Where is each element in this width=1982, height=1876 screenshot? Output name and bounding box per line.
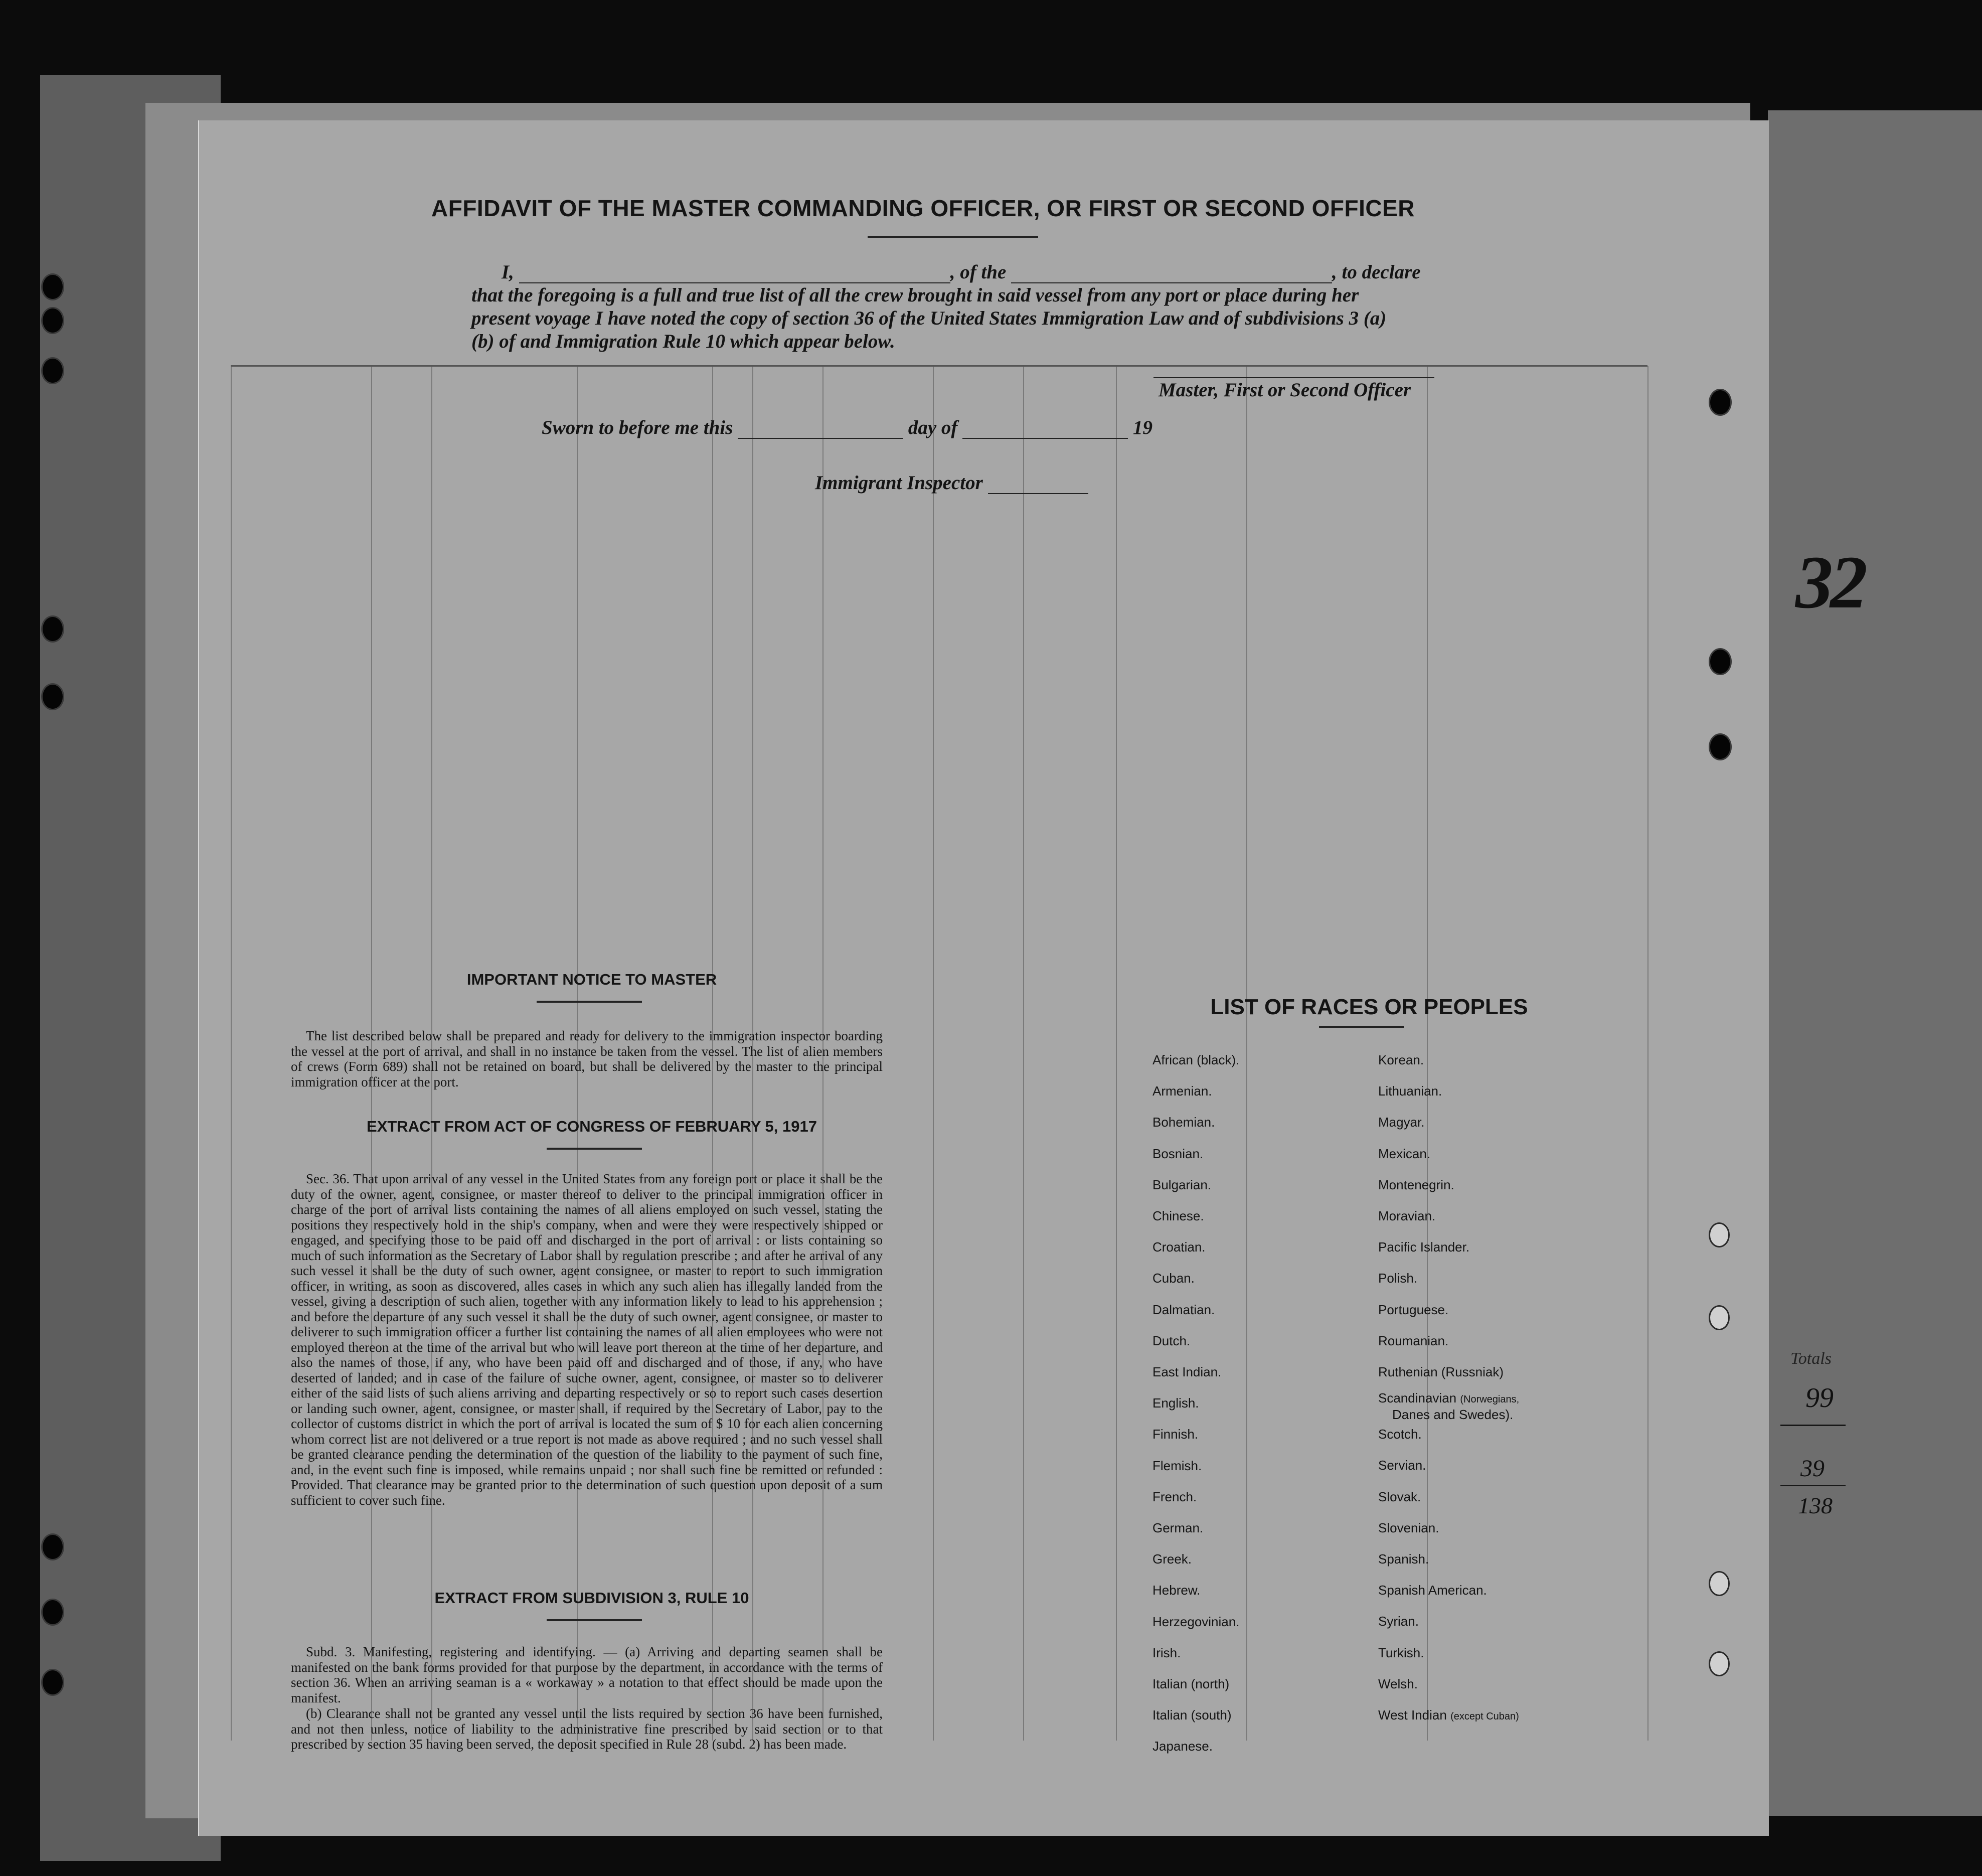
race-item: Cuban. [1152, 1271, 1195, 1286]
race-item: French. [1152, 1489, 1197, 1504]
handwritten-total-1: 99 [1805, 1382, 1834, 1414]
binding-hole [43, 308, 63, 333]
tally-rule [1780, 1425, 1846, 1426]
act-underline [547, 1148, 642, 1150]
vessel-blank[interactable] [1011, 282, 1332, 283]
race-item: Greek. [1152, 1551, 1192, 1567]
race-item: Spanish American. [1378, 1583, 1487, 1598]
race-item: Welsh. [1378, 1676, 1418, 1691]
month-blank[interactable] [962, 438, 1128, 439]
race-item: Dutch. [1152, 1333, 1191, 1348]
affidavit-of-the: , of the [950, 261, 1007, 283]
race-item: English. [1152, 1395, 1199, 1411]
binding-hole [1710, 1224, 1728, 1246]
race-item: Syrian. [1378, 1614, 1419, 1629]
rule-underline [547, 1619, 642, 1621]
binding-hole [1710, 1573, 1728, 1595]
race-item: Armenian. [1152, 1083, 1212, 1099]
sworn-text: Sworn to before me this [542, 417, 733, 438]
rule-heading: EXTRACT FROM SUBDIVISION 3, RULE 10 [434, 1589, 749, 1607]
table-rule [933, 366, 934, 1741]
race-item: Italian (north) [1152, 1676, 1230, 1692]
affidavit-line-3: present voyage I have noted the copy of section 36 of the United States Immigration Law and of subdivisions 3 (a) [471, 307, 1387, 329]
race-item: Italian (south) [1152, 1707, 1232, 1723]
race-item: Flemish. [1152, 1458, 1202, 1473]
affidavit-line-2: that the foregoing is a full and true list of all the crew brought in said vessel from any port or place during her [471, 284, 1359, 306]
inspector-signature-blank[interactable] [988, 493, 1088, 494]
table-top-rule [231, 365, 1647, 367]
binding-hole [43, 1670, 63, 1694]
act-text: Sec. 36. That upon arrival of any vessel in the United States from any foreign port or place it shall be the duty of the owner, agent, consignee, or master thereof to deliver to the principal immigration officer in charge of the port of arrival lists containing the names of all aliens employed on such vessel, stating the positions they respectively hold in the ship's company, when and were they were respectively shipped or engaged, and specifying those to be paid off and discharged in the port of arrival : or lists containing so much of such information as the Secretary of Labor shall by regulation prescribe ; and after he arrival of any such vessel it shall be the duty of such owner, agent consignee, or master to report to such immigration officer, in writing, as soon as discovered, alles cases in which any such alien has illegally landed from the vessel, giving a description of such alien, together with any information likely to lead to his apprehension ; and before the departure of any such vessel it shall be the duty of such owner, agent consignee, or master to deliverer to such immigration officer a further list containing the names of all alien employees who were not employed thereon at the time of the arrival but who will leave port thereon at the time of her departure, and also the names of those, if any, who have been paid off and discharged and of those, if any, who have deserted of landed; and in case of the failure of suche owner, agent, consignee, or master so to deliverer either of the said lists of such aliens arriving and departing respectively or so to report such cases desertion or landing such owner, agent, consignee, or master shall, if required by the Secretary of Labor, pay to the collector of customs district in which the port of arrival is located the sum of $ 10 for each alien concerning whom correct list are not delivered or a true report is not made as above required ; and no such vessel shall be granted clearance pending the determination of the question of the liability to the payment of such fine, and, in the event such fine is imposed, while remains unpaid ; nor shall such fine be remitted or refunded : Provided. That clearance may be granted prior to the determination of such question upon deposit of a sum sufficient to cover such fine. [291, 1171, 883, 1508]
binding-hole [1710, 735, 1730, 759]
notice-heading: IMPORTANT NOTICE TO MASTER [466, 971, 717, 988]
binding-hole [43, 275, 63, 299]
sworn-line [542, 416, 1152, 439]
handwritten-page-number: 32 [1795, 541, 1865, 624]
affidavit-to-declare: , to declare [1332, 261, 1421, 283]
rule-subd-a: Subd. 3. Manifesting, registering and identifying. — (a) Arriving and departing seamen shall be manifested on the bank forms provided for that purpose by the department, in accordance with the terms of section 36. When an arriving seaman is a « workaway » a notation to that effect should be made upon the manifest. [291, 1644, 883, 1705]
races-underline [1319, 1026, 1404, 1028]
race-item: German. [1152, 1520, 1204, 1536]
race-item: Scotch. [1378, 1427, 1422, 1442]
inspector-label: Immigrant Inspector [815, 472, 983, 494]
race-item: Lithuanian. [1378, 1083, 1442, 1099]
race-item: Bohemian. [1152, 1115, 1215, 1130]
sworn-day-blank[interactable] [738, 438, 903, 439]
race-item: Turkish. [1378, 1645, 1424, 1660]
binding-hole [43, 359, 63, 383]
affidavit-line-1 [502, 261, 1505, 283]
races-right-column [1378, 1044, 1519, 1732]
notice-underline [537, 1001, 642, 1003]
binding-hole [43, 685, 63, 709]
race-item: Bulgarian. [1152, 1177, 1212, 1192]
race-item: Slovak. [1378, 1489, 1421, 1504]
binding-hole [1710, 1307, 1728, 1329]
race-item: East Indian. [1152, 1364, 1222, 1380]
race-item: Japanese. [1152, 1739, 1213, 1754]
binding-hole [43, 617, 63, 641]
race-item-west-indian [1378, 1699, 1519, 1732]
race-item: Servian. [1378, 1458, 1426, 1473]
title-underline [868, 236, 1038, 238]
adjacent-page-right [1768, 110, 1982, 1816]
binding-hole [43, 1535, 63, 1559]
race-item: Korean. [1378, 1052, 1424, 1067]
race-item: Dalmatian. [1152, 1302, 1215, 1317]
race-item: Portuguese. [1378, 1302, 1449, 1317]
tally-rule [1780, 1485, 1846, 1486]
day-of-text: day of [908, 417, 958, 438]
race-item: Polish. [1378, 1271, 1418, 1286]
race-item: Chinese. [1152, 1208, 1204, 1224]
binding-hole [1710, 390, 1730, 414]
notice-text: The list described below shall be prepared and ready for delivery to the immigration inspector boarding the vessel at the port of arrival, and shall in no instance be taken from the vessel. The list of alien members of crews (Form 689) shall not be retained on board, but shall be delivered by the master to the principal immigration officer at the port. [291, 1028, 883, 1089]
race-item: African (black). [1152, 1052, 1240, 1067]
race-item: Pacific Islander. [1378, 1239, 1470, 1255]
table-rule [231, 366, 232, 1741]
race-item: Montenegrin. [1378, 1177, 1454, 1192]
race-item: Roumanian. [1378, 1333, 1449, 1348]
race-item: Hebrew. [1152, 1583, 1201, 1598]
race-item: Magyar. [1378, 1115, 1425, 1130]
binding-hole [43, 1600, 63, 1624]
races-heading: LIST OF RACES OR PEOPLES [1210, 995, 1528, 1019]
race-item: Finnish. [1152, 1427, 1199, 1442]
affidavit-line-4: (b) of and Immigration Rule 10 which appear below. [471, 331, 895, 352]
inspector-line [815, 472, 1088, 494]
table-rule [1246, 366, 1247, 1741]
race-note: (Norwegians, [1460, 1394, 1520, 1405]
rule-subd-b: (b) Clearance shall not be granted any vessel until the lists required by section 36 have been furnished, and not then unless, notice of liability to the administrative fine prescribed by said section or to that prescribed by section 35 having been served, the deposit specified in Rule 28 (subd. 2) has been made. [291, 1706, 883, 1752]
race-item: Moravian. [1378, 1208, 1436, 1224]
race-item-scandinavian [1378, 1387, 1520, 1423]
name-blank[interactable] [519, 282, 950, 283]
binding-hole [1710, 1653, 1728, 1675]
table-rule [1647, 366, 1648, 1741]
race-note: (except Cuban) [1450, 1711, 1519, 1723]
race-item: Spanish. [1378, 1551, 1429, 1567]
officer-signature-blank[interactable] [1153, 377, 1434, 378]
table-rule [1023, 366, 1024, 1741]
race-item: Slovenian. [1378, 1520, 1439, 1535]
handwritten-total-2: 39 [1800, 1455, 1825, 1482]
table-rule [1116, 366, 1117, 1741]
race-item: Bosnian. [1152, 1146, 1204, 1161]
officer-label: Master, First or Second Officer [1159, 379, 1411, 401]
race-item: Ruthenian (Russniak) [1378, 1364, 1504, 1380]
race-item: Scandinavian [1378, 1390, 1457, 1406]
race-item: Herzegovinian. [1152, 1614, 1240, 1629]
act-heading: EXTRACT FROM ACT OF CONGRESS OF FEBRUARY 5, 1917 [367, 1118, 817, 1135]
affidavit-title: AFFIDAVIT OF THE MASTER COMMANDING OFFICER, OR FIRST OR SECOND OFFICER [431, 195, 1415, 221]
races-left-column [1152, 1044, 1239, 1762]
handwritten-totals-label: Totals [1790, 1349, 1832, 1368]
race-note: Danes and Swedes). [1392, 1407, 1514, 1423]
race-item: Mexican. [1378, 1146, 1431, 1161]
year-prefix: 19 [1132, 417, 1152, 438]
binding-hole [1710, 650, 1730, 674]
affidavit-i: I, [502, 261, 514, 283]
race-item: West Indian [1378, 1707, 1447, 1723]
race-item: Irish. [1152, 1645, 1181, 1660]
race-item: Croatian. [1152, 1239, 1206, 1255]
handwritten-total-3: 138 [1798, 1493, 1833, 1518]
